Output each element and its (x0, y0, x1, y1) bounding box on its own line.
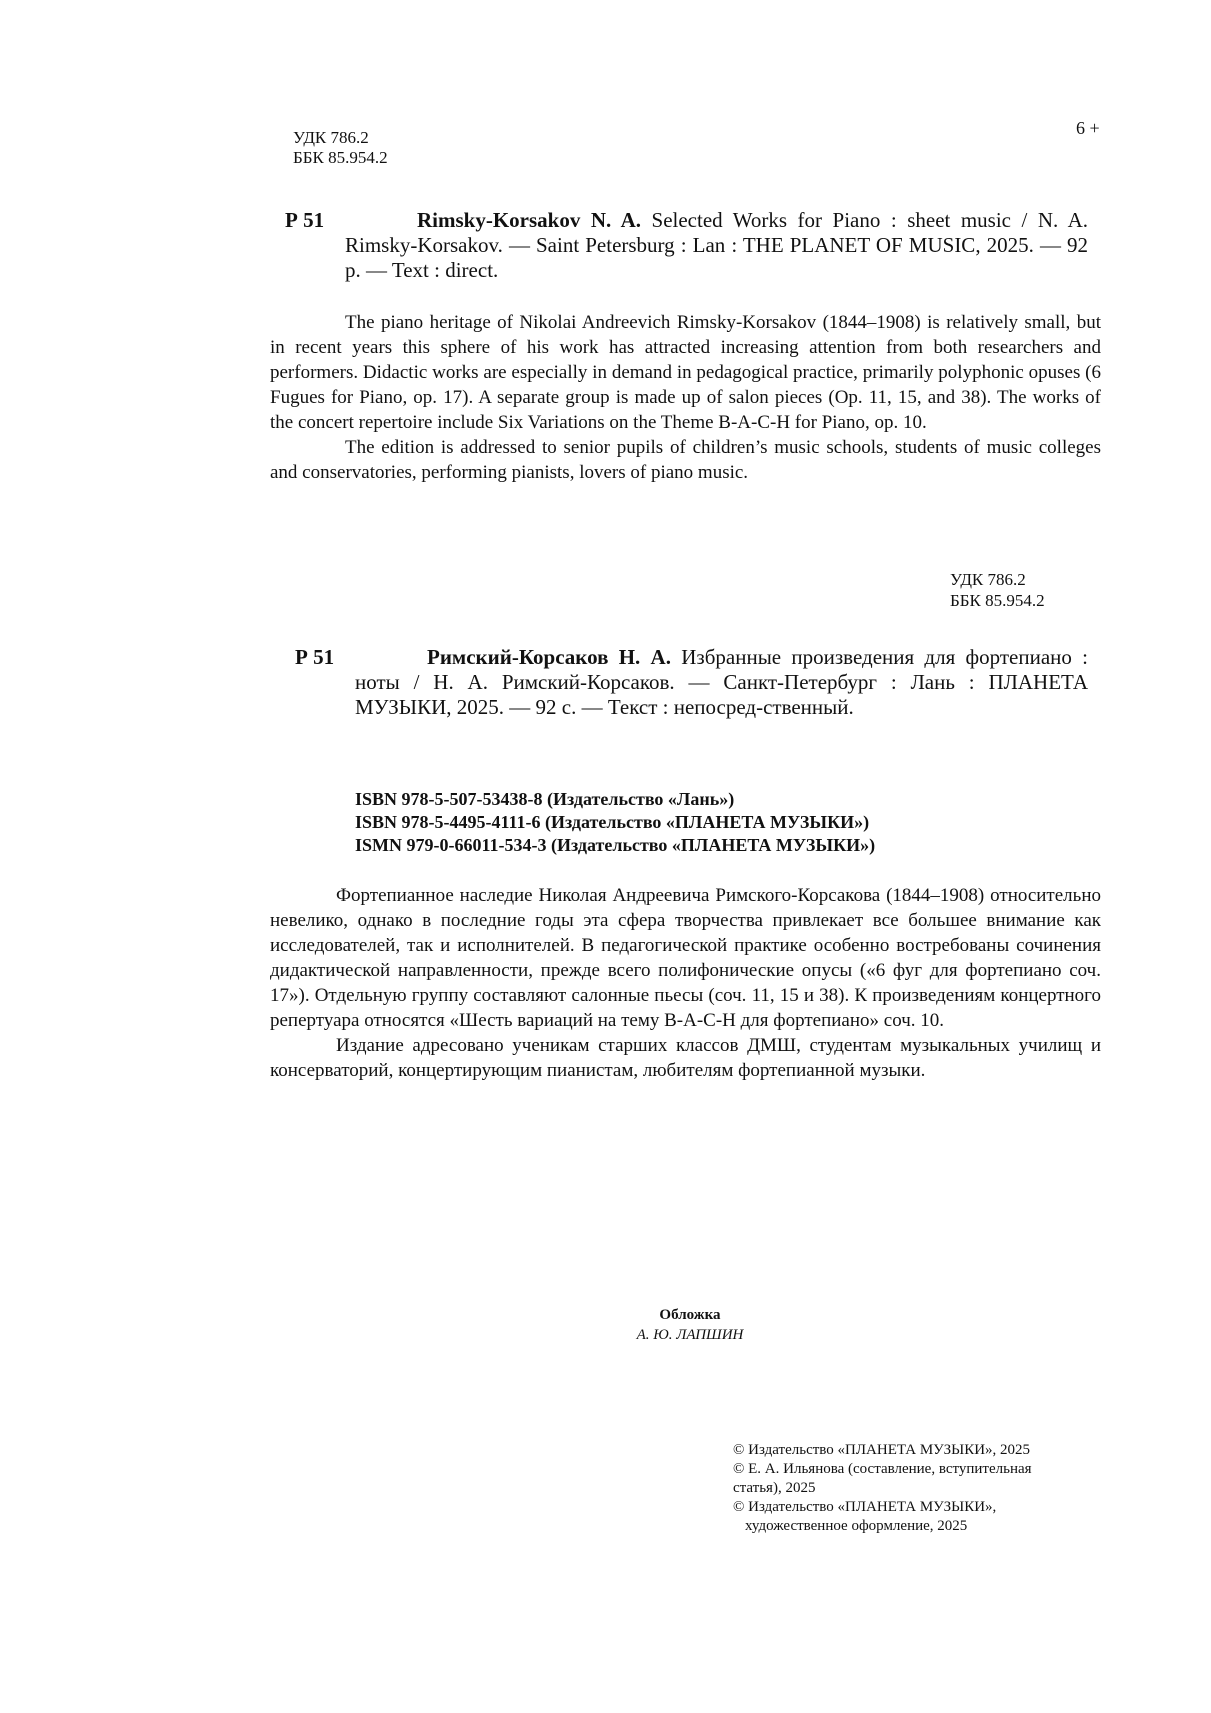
cover-designer: А. Ю. ЛАПШИН (636, 1327, 744, 1343)
copyright-line: © Издательство «ПЛАНЕТА МУЗЫКИ», (733, 1499, 997, 1515)
ismn-planeta: ISMN 979-0-66011-534-3 (Издательство «ПЛАНЕТА МУЗЫКИ») (355, 835, 876, 855)
bibliographic-entry-en (345, 208, 1088, 283)
cover-credit (560, 1305, 820, 1345)
bibliographic-text-ru (355, 645, 1088, 720)
copyright-line: художественное оформление, 2025 (745, 1518, 968, 1534)
author-en: Rimsky-Korsakov N. A. (417, 208, 642, 232)
copyright-block (733, 1441, 1078, 1536)
bibliographic-description-en: Selected Works for Piano : sheet music / N. A. Rimsky-Korsakov. — Saint Petersburg : Lan : THE PLANET OF MUSIC, 2025. — 92 p. — Text : direct. (345, 208, 1088, 282)
abstract-paragraph-ru: Издание адресовано ученикам старших классов ДМШ, студентам музыкальных училищ и консерваторий, концертирующим пианистам, любителям фортепианной музыки. (270, 1035, 1101, 1081)
abstract-paragraph-en: The edition is addressed to senior pupils of children’s music schools, students of music colleges and conservatories, performing pianists, lovers of piano music. (270, 437, 1101, 483)
isbn-planeta: ISBN 978-5-4495-4111-6 (Издательство «ПЛАНЕТА МУЗЫКИ») (355, 812, 870, 832)
age-rating: 6 + (1076, 118, 1100, 138)
copyright-line: © Е. А. Ильянова (составление, вступительная статья), 2025 (733, 1461, 1032, 1496)
bibliographic-entry-ru (355, 645, 1088, 720)
copyright-line: © Издательство «ПЛАНЕТА МУЗЫКИ», 2025 (733, 1442, 1031, 1458)
bbk-code-ru: ББК 85.954.2 (950, 591, 1045, 610)
abstract-paragraph-ru: Фортепианное наследие Николая Андреевича Римского-Корсакова (1844–1908) относительно невелико, однако в последние годы эта сфера творчества привлекает все большее внимание как исследователей, так и исполнителей. В педагогической практике особенно востребованы сочинения дидактической направленности, прежде всего полифонические опусы («6 фуг для фортепиано соч. 17»). Отдельную группу составляют салонные пьесы (соч. 11, 15 и 38). К произведениям концертного репертуара относятся «Шесть вариаций на тему В-А-С-Н для фортепиано» соч. 10. (270, 885, 1101, 1031)
abstract-paragraph-en: The piano heritage of Nikolai Andreevich Rimsky-Korsakov (1844–1908) is relatively small, but in recent years this sphere of his work has attracted increasing attention from both researchers and performers. Didactic works are especially in demand in pedagogical practice, primarily polyphonic opuses (6 Fugues for Piano, op. 17). A separate group is made up of salon pieces (Op. 11, 15, and 38). The works of the concert repertoire include Six Variations on the Theme B-A-C-H for Piano, op. 10. (270, 312, 1101, 433)
cover-label: Обложка (659, 1307, 721, 1323)
udk-code-en: УДК 786.2 (293, 128, 369, 147)
isbn-block (355, 788, 875, 857)
isbn-lan: ISBN 978-5-507-53438-8 (Издательство «Лань») (355, 789, 735, 809)
catalog-code-en: Р 51 (285, 208, 325, 232)
bibliographic-description-ru: Избранные произведения для фортепиано : ноты / Н. А. Римский-Корсаков. — Санкт-Петербург : Лань : ПЛАНЕТА МУЗЫКИ, 2025. — 92 с. — Текст : непосред-ственный. (355, 645, 1088, 719)
catalog-code-ru: Р 51 (295, 645, 335, 669)
abstract-en (270, 310, 1101, 485)
udk-code-ru: УДК 786.2 (950, 570, 1026, 589)
bbk-code-en: ББК 85.954.2 (293, 148, 388, 167)
author-ru: Римский-Корсаков Н. А. (427, 645, 671, 669)
bibliographic-text-en (345, 208, 1088, 283)
abstract-ru (270, 883, 1101, 1083)
